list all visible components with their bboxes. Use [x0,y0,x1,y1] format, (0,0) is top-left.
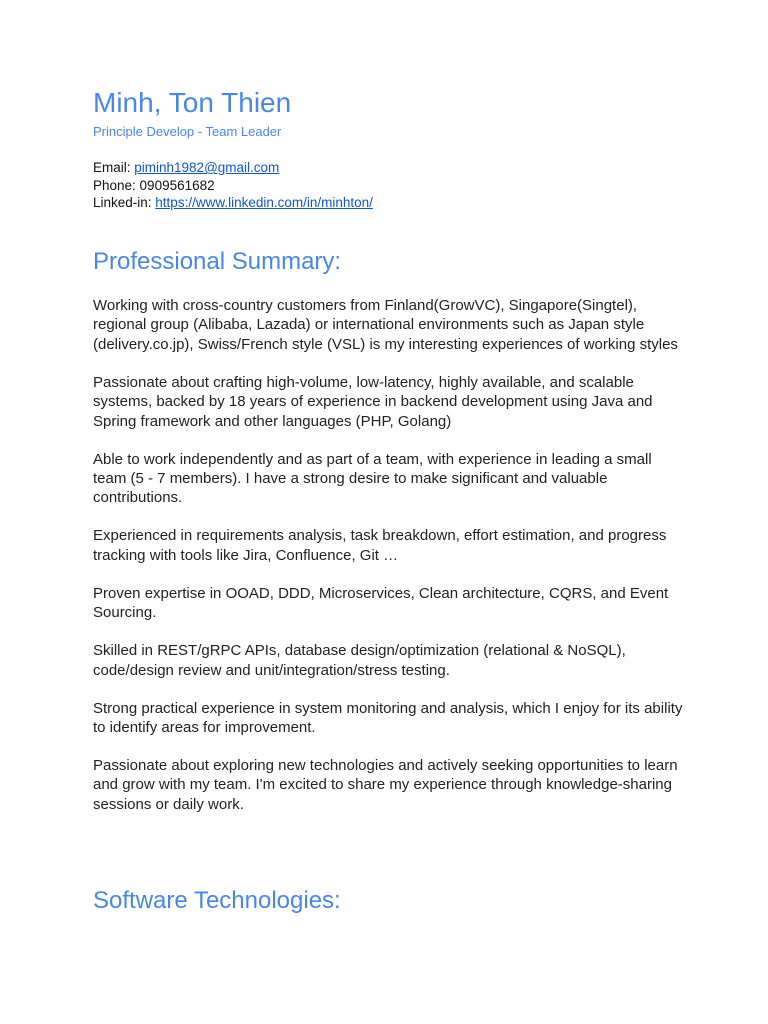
summary-paragraph: Skilled in REST/gRPC APIs, database design/optimization (relational & NoSQL), code/design review and unit/integration/stress testing. [93,642,626,679]
email-link[interactable]: piminh1982@gmail.com [134,160,280,175]
summary-paragraph: Passionate about crafting high-volume, low-latency, highly available, and scalable systems, backed by 18 years of experience in backend development using Java and Spring framework and other languages (PHP, Golang) [93,373,653,430]
summary-heading: Professional Summary: [93,248,342,275]
summary-paragraph: Passionate about exploring new technologies and actively seeking opportunities to learn and grow with my team. I'm excited to share my experience through knowledge-sharing sessions or daily work. [93,757,678,813]
summary-paragraph: Proven expertise in OOAD, DDD, Microservices, Clean architecture, CQRS, and Event Sourcing. [93,584,669,622]
email-label: Email: [93,160,135,175]
contact-block [93,159,373,212]
summary-body [93,296,683,833]
job-title: Principle Develop - Team Leader [93,124,282,139]
candidate-name: Minh, Ton Thien [93,87,292,118]
summary-paragraph: Strong practical experience in system monitoring and analysis, which I enjoy for its ability to identify areas for improvement. [93,699,683,737]
summary-paragraph: Experienced in requirements analysis, task breakdown, effort estimation, and progress tracking with tools like Jira, Confluence, Git … [93,527,667,564]
phone-line [93,177,373,195]
phone-value: 0909561682 [139,177,215,193]
email-line [93,159,373,177]
software-technologies-heading: Software Technologies: [93,887,341,914]
linkedin-line [93,194,373,212]
linkedin-link[interactable]: https://www.linkedin.com/in/minhton/ [155,195,373,210]
summary-paragraph: Able to work independently and as part of a team, with experience in leading a small team (5 - 7 members). I have a strong desire to make significant and valuable contributions. [93,450,652,507]
linkedin-label: Linked-in: [93,195,156,210]
summary-paragraph: Working with cross-country customers from Finland(GrowVC), Singapore(Singtel), regional group (Alibaba, Lazada) or international environments such as Japan style (delivery.co.jp), Swiss/French style (VSL) is my interesting experiences of working styles [93,297,678,353]
phone-label: Phone: [93,177,140,193]
